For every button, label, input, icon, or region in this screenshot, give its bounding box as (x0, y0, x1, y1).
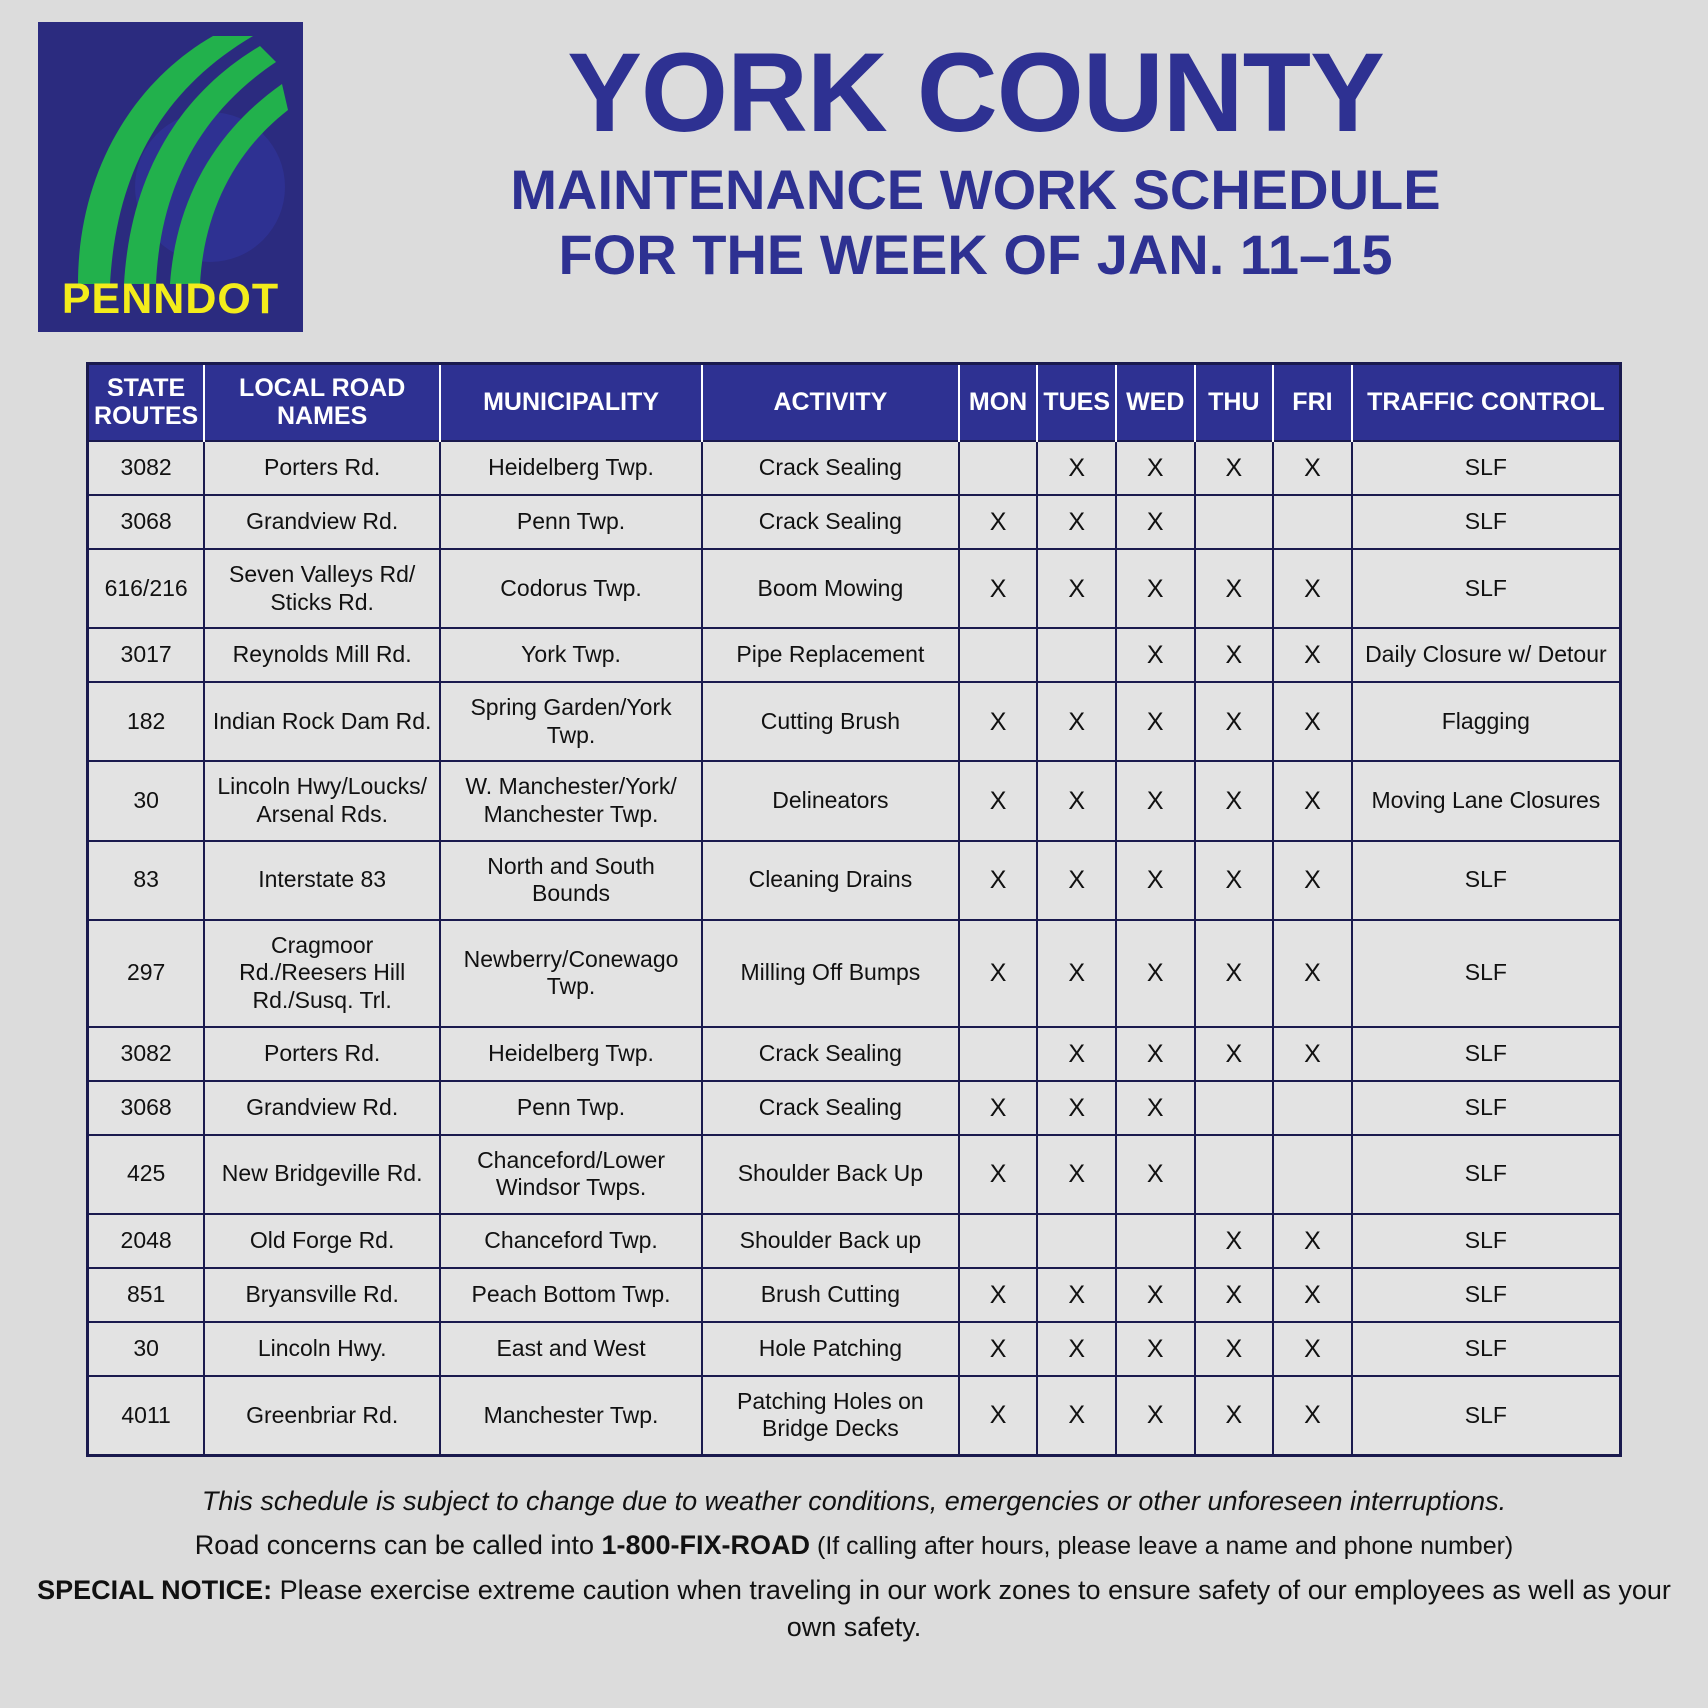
cell-fri (1273, 495, 1352, 549)
column-header-state-routes-line2: ROUTES (94, 401, 199, 430)
cell-state-route: 4011 (89, 1376, 204, 1454)
cell-state-route: 30 (89, 761, 204, 840)
cell-local-road: Porters Rd. (204, 441, 440, 495)
column-header-road-line1: LOCAL ROAD (239, 374, 406, 402)
cell-tues: X (1037, 1268, 1116, 1322)
cell-municipality: Heidelberg Twp. (440, 1027, 702, 1081)
cell-activity: Cleaning Drains (702, 841, 959, 920)
table-row (89, 1135, 1619, 1214)
cell-municipality: Manchester Twp. (440, 1376, 702, 1454)
cell-tues: X (1037, 1135, 1116, 1214)
cell-activity: Shoulder Back Up (702, 1135, 959, 1214)
page-header (0, 0, 1708, 332)
table-row (89, 1376, 1619, 1454)
footer-contact-post: (If calling after hours, please leave a name and phone number) (810, 1532, 1514, 1561)
cell-wed: X (1116, 1376, 1195, 1454)
cell-mon: X (959, 682, 1038, 761)
cell-activity: Delineators (702, 761, 959, 840)
page-subtitle-line1: MAINTENANCE WORK SCHEDULE (510, 158, 1441, 222)
cell-tues: X (1037, 1322, 1116, 1376)
cell-local-road: Old Forge Rd. (204, 1214, 440, 1268)
column-header-state-routes (89, 365, 204, 441)
cell-mon: X (959, 761, 1038, 840)
cell-thu: X (1195, 1027, 1274, 1081)
cell-traffic-control: SLF (1352, 1214, 1619, 1268)
cell-local-road: Porters Rd. (204, 1027, 440, 1081)
cell-state-route: 3068 (89, 1081, 204, 1135)
cell-municipality: Penn Twp. (440, 1081, 702, 1135)
cell-thu (1195, 1081, 1274, 1135)
cell-tues (1037, 1214, 1116, 1268)
cell-wed: X (1116, 682, 1195, 761)
cell-local-road: Cragmoor Rd./Reesers Hill Rd./Susq. Trl. (204, 920, 440, 1027)
cell-municipality: North and South Bounds (440, 841, 702, 920)
cell-traffic-control: SLF (1352, 1322, 1619, 1376)
cell-fri: X (1273, 1376, 1352, 1454)
cell-traffic-control: SLF (1352, 1027, 1619, 1081)
column-header-fri: FRI (1273, 365, 1352, 441)
column-header-activity: ACTIVITY (702, 365, 959, 441)
logo-wordmark: PENNDOT (61, 275, 280, 323)
cell-activity: Milling Off Bumps (702, 920, 959, 1027)
cell-mon: X (959, 841, 1038, 920)
footer-contact-phone: 1-800-FIX-ROAD (601, 1530, 811, 1561)
cell-traffic-control: Moving Lane Closures (1352, 761, 1619, 840)
cell-tues: X (1037, 495, 1116, 549)
table-row (89, 682, 1619, 761)
page-title: YORK COUNTY (567, 30, 1384, 155)
cell-activity: Shoulder Back up (702, 1214, 959, 1268)
cell-tues: X (1037, 441, 1116, 495)
footer-disclaimer: This schedule is subject to change due to weather conditions, emergencies or other unforeseen interruptions. (201, 1485, 1507, 1516)
cell-state-route: 83 (89, 841, 204, 920)
cell-traffic-control: SLF (1352, 441, 1619, 495)
cell-traffic-control: Daily Closure w/ Detour (1352, 628, 1619, 682)
cell-local-road: Indian Rock Dam Rd. (204, 682, 440, 761)
cell-state-route: 2048 (89, 1214, 204, 1268)
cell-wed: X (1116, 1135, 1195, 1214)
cell-fri: X (1273, 628, 1352, 682)
table-row (89, 920, 1619, 1027)
cell-state-route: 3017 (89, 628, 204, 682)
cell-tues (1037, 628, 1116, 682)
cell-wed: X (1116, 549, 1195, 628)
cell-mon: X (959, 1135, 1038, 1214)
cell-fri: X (1273, 549, 1352, 628)
cell-wed: X (1116, 495, 1195, 549)
cell-municipality: W. Manchester/York/ Manchester Twp. (440, 761, 702, 840)
cell-state-route: 3082 (89, 441, 204, 495)
cell-state-route: 182 (89, 682, 204, 761)
cell-mon: X (959, 1376, 1038, 1454)
cell-thu: X (1195, 761, 1274, 840)
column-header-municipality: MUNICIPALITY (440, 365, 702, 441)
cell-fri: X (1273, 1268, 1352, 1322)
cell-municipality: Codorus Twp. (440, 549, 702, 628)
cell-traffic-control: SLF (1352, 549, 1619, 628)
cell-municipality: Peach Bottom Twp. (440, 1268, 702, 1322)
cell-wed: X (1116, 841, 1195, 920)
cell-thu: X (1195, 1268, 1274, 1322)
cell-municipality: Chanceford Twp. (440, 1214, 702, 1268)
cell-fri: X (1273, 761, 1352, 840)
cell-local-road: Lincoln Hwy. (204, 1322, 440, 1376)
cell-mon (959, 1214, 1038, 1268)
cell-activity: Pipe Replacement (702, 628, 959, 682)
table-body (89, 441, 1619, 1454)
cell-tues: X (1037, 682, 1116, 761)
cell-municipality: Spring Garden/York Twp. (440, 682, 702, 761)
cell-thu: X (1195, 1376, 1274, 1454)
cell-fri (1273, 1081, 1352, 1135)
cell-local-road: New Bridgeville Rd. (204, 1135, 440, 1214)
cell-thu (1195, 495, 1274, 549)
footer-special-notice (24, 1572, 1684, 1645)
cell-fri: X (1273, 1322, 1352, 1376)
cell-thu: X (1195, 628, 1274, 682)
table-row (89, 761, 1619, 840)
cell-thu: X (1195, 682, 1274, 761)
cell-state-route: 616/216 (89, 549, 204, 628)
footer-contact-pre: Road concerns can be called into (194, 1530, 602, 1561)
highway-logo-icon (38, 22, 303, 292)
column-header-road-line2: NAMES (277, 401, 368, 430)
table-row (89, 1081, 1619, 1135)
cell-mon (959, 628, 1038, 682)
cell-activity: Brush Cutting (702, 1268, 959, 1322)
cell-local-road: Lincoln Hwy/Loucks/ Arsenal Rds. (204, 761, 440, 840)
cell-fri: X (1273, 841, 1352, 920)
footer-contact (24, 1527, 1684, 1564)
cell-municipality: Heidelberg Twp. (440, 441, 702, 495)
cell-wed: X (1116, 1268, 1195, 1322)
cell-mon: X (959, 549, 1038, 628)
column-header-traffic-control: TRAFFIC CONTROL (1352, 365, 1619, 441)
cell-wed: X (1116, 1081, 1195, 1135)
cell-activity: Boom Mowing (702, 549, 959, 628)
cell-traffic-control: SLF (1352, 841, 1619, 920)
cell-fri: X (1273, 441, 1352, 495)
cell-wed: X (1116, 761, 1195, 840)
cell-local-road: Grandview Rd. (204, 495, 440, 549)
cell-fri: X (1273, 1027, 1352, 1081)
table-row (89, 628, 1619, 682)
cell-thu: X (1195, 549, 1274, 628)
cell-wed: X (1116, 628, 1195, 682)
cell-tues: X (1037, 1027, 1116, 1081)
cell-tues: X (1037, 841, 1116, 920)
cell-tues: X (1037, 920, 1116, 1027)
title-block (303, 22, 1678, 287)
footer-notice-text: Please exercise extreme caution when traveling in our work zones to ensure safety of our employees as well as your own safety. (272, 1575, 1671, 1642)
cell-wed: X (1116, 920, 1195, 1027)
cell-thu: X (1195, 841, 1274, 920)
column-header-tues: TUES (1037, 365, 1116, 441)
cell-traffic-control: SLF (1352, 1081, 1619, 1135)
cell-mon: X (959, 1268, 1038, 1322)
cell-thu: X (1195, 1322, 1274, 1376)
cell-traffic-control: Flagging (1352, 682, 1619, 761)
cell-traffic-control: SLF (1352, 1268, 1619, 1322)
cell-thu (1195, 1135, 1274, 1214)
cell-thu: X (1195, 1214, 1274, 1268)
column-header-wed: WED (1116, 365, 1195, 441)
cell-tues: X (1037, 761, 1116, 840)
table-row (89, 495, 1619, 549)
cell-mon: X (959, 920, 1038, 1027)
footer (0, 1483, 1708, 1645)
cell-mon (959, 1027, 1038, 1081)
cell-activity: Crack Sealing (702, 441, 959, 495)
cell-thu: X (1195, 441, 1274, 495)
cell-wed: X (1116, 1322, 1195, 1376)
cell-traffic-control: SLF (1352, 495, 1619, 549)
column-header-state-routes-line1: STATE (107, 374, 186, 402)
cell-municipality: Penn Twp. (440, 495, 702, 549)
cell-activity: Crack Sealing (702, 495, 959, 549)
cell-activity: Crack Sealing (702, 1081, 959, 1135)
cell-local-road: Reynolds Mill Rd. (204, 628, 440, 682)
cell-municipality: East and West (440, 1322, 702, 1376)
cell-local-road: Bryansville Rd. (204, 1268, 440, 1322)
cell-mon: X (959, 1322, 1038, 1376)
cell-activity: Patching Holes on Bridge Decks (702, 1376, 959, 1454)
cell-local-road: Seven Valleys Rd/ Sticks Rd. (204, 549, 440, 628)
cell-activity: Hole Patching (702, 1322, 959, 1376)
column-header-local-road-names (204, 365, 440, 441)
cell-fri: X (1273, 1214, 1352, 1268)
cell-fri (1273, 1135, 1352, 1214)
cell-traffic-control: SLF (1352, 1135, 1619, 1214)
page-subtitle-line2: FOR THE WEEK OF JAN. 11–15 (558, 222, 1393, 286)
cell-municipality: York Twp. (440, 628, 702, 682)
cell-local-road: Grandview Rd. (204, 1081, 440, 1135)
cell-tues: X (1037, 1081, 1116, 1135)
cell-municipality: Chanceford/Lower Windsor Twps. (440, 1135, 702, 1214)
table-row (89, 1027, 1619, 1081)
schedule-table (89, 365, 1619, 1454)
table-row (89, 1322, 1619, 1376)
cell-wed: X (1116, 1027, 1195, 1081)
table-row (89, 841, 1619, 920)
cell-local-road: Interstate 83 (204, 841, 440, 920)
table-header (89, 365, 1619, 441)
cell-thu: X (1195, 920, 1274, 1027)
cell-wed: X (1116, 441, 1195, 495)
cell-activity: Cutting Brush (702, 682, 959, 761)
column-header-mon: MON (959, 365, 1038, 441)
cell-tues: X (1037, 1376, 1116, 1454)
cell-local-road: Greenbriar Rd. (204, 1376, 440, 1454)
cell-state-route: 3082 (89, 1027, 204, 1081)
cell-state-route: 3068 (89, 495, 204, 549)
cell-state-route: 425 (89, 1135, 204, 1214)
column-header-thu: THU (1195, 365, 1274, 441)
table-row (89, 549, 1619, 628)
penndot-logo (38, 22, 303, 332)
cell-fri: X (1273, 682, 1352, 761)
footer-notice-label: SPECIAL NOTICE: (37, 1575, 273, 1606)
cell-mon: X (959, 495, 1038, 549)
cell-traffic-control: SLF (1352, 1376, 1619, 1454)
table-row (89, 1214, 1619, 1268)
cell-state-route: 851 (89, 1268, 204, 1322)
cell-wed (1116, 1214, 1195, 1268)
cell-tues: X (1037, 549, 1116, 628)
cell-mon (959, 441, 1038, 495)
cell-traffic-control: SLF (1352, 920, 1619, 1027)
schedule-table-wrapper (86, 362, 1622, 1457)
table-row (89, 441, 1619, 495)
cell-state-route: 297 (89, 920, 204, 1027)
cell-state-route: 30 (89, 1322, 204, 1376)
cell-fri: X (1273, 920, 1352, 1027)
cell-municipality: Newberry/Conewago Twp. (440, 920, 702, 1027)
cell-mon: X (959, 1081, 1038, 1135)
table-row (89, 1268, 1619, 1322)
table-header-row (89, 365, 1619, 441)
cell-activity: Crack Sealing (702, 1027, 959, 1081)
